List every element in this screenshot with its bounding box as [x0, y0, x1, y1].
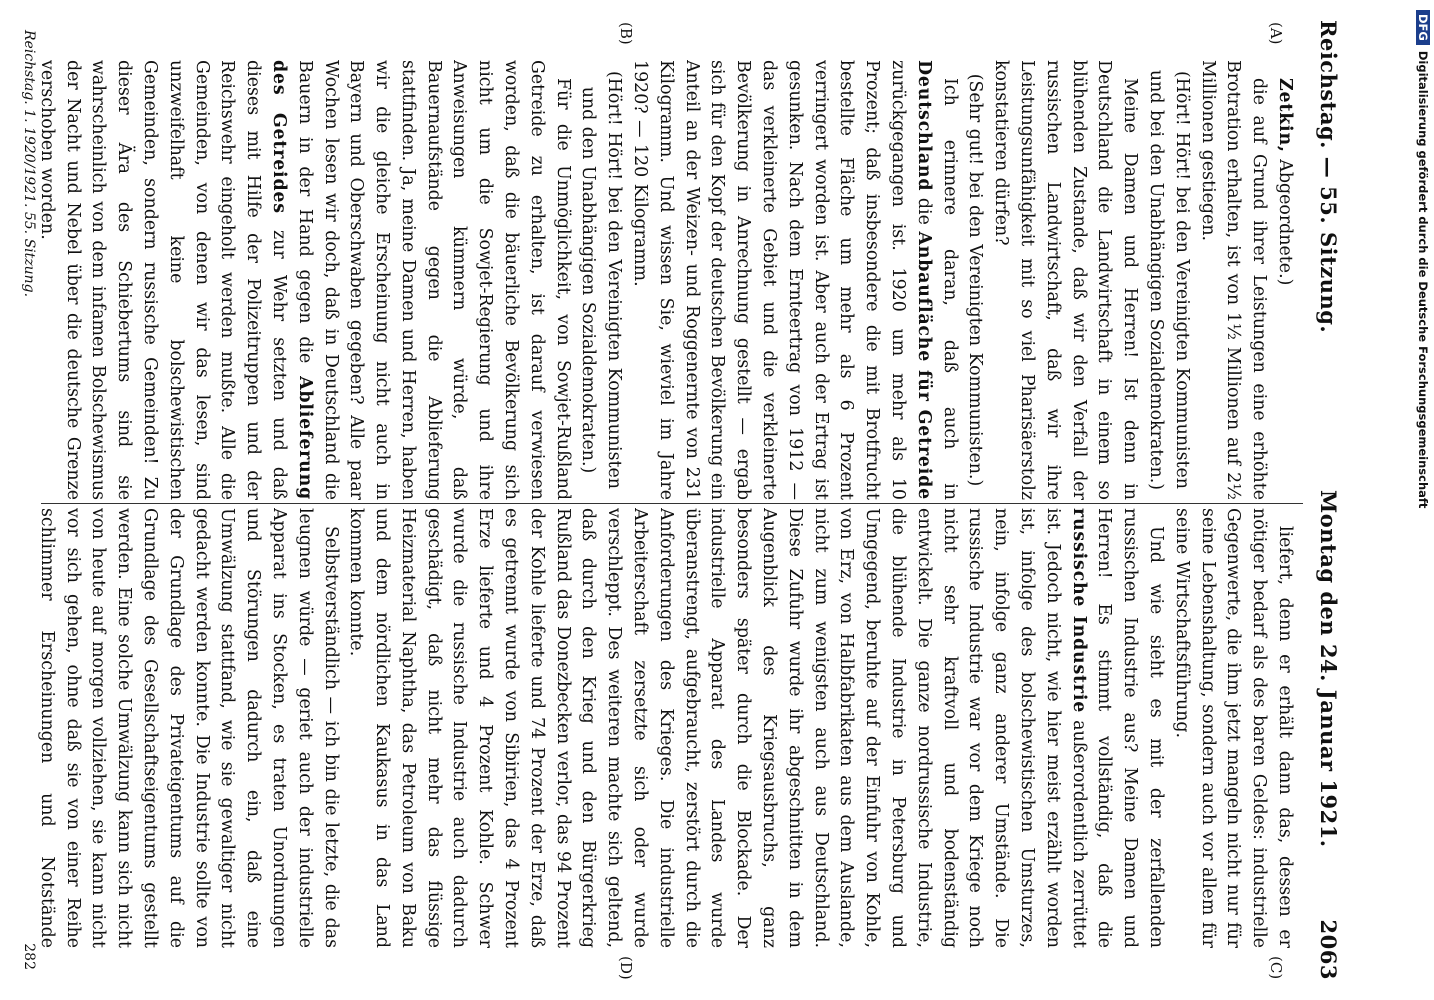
- right-text-column: [35, 508, 1297, 948]
- dfg-watermark: [1410, 4, 1430, 984]
- paragraph: Selbstverständlich — ich bin die letzte, die das leugnen würde — geriet auch der industrielle Apparat ins Stocken, es traten Unordnungen und Störungen dadurch ein, daß eine Umwälzung stattfand, wie sie gewaltiger nicht gedacht werden konnte. Die Industrie sollte von der Grundlage des Privateigentums auf die Grundlage des Gesellschaftseigentums gestellt werden. Eine solche Umwälzung kann sich nicht von heute auf morgen vollziehen, sie kann nicht vor sich gehen, ohne daß sie von einer Reihe schlimmer Erscheinungen und Notstände: [36, 508, 341, 948]
- paragraph: Ich erinnere daran, daß auch in Deutschland die Anbaufläche für Getreide zurückgegangen ist. 1920 um mehr als 10 Prozent; daß insbesondere die mit Brotfrucht bestellte Fläche um mehr als 6 Prozent verringert worden ist. Aber auch der Ertrag ist gesunken. Nach dem Ernteertrag von 1912 — das verkleinerte Gebiet und die verkleinerte Bevölkerung in Anrechnung gestellt — ergab sich für den Kopf der deutschen Bevölkerung ein Anteil an der Weizen- und Roggenernte von 231 Kilogramm. Und wissen Sie, wieviel im Jahre 1920? — 120 Kilogramm.: [630, 60, 960, 500]
- margin-marker-a: (A): [1267, 22, 1285, 45]
- margin-marker-c: (C): [1267, 956, 1285, 980]
- document-page: [15, 0, 1355, 1000]
- paragraph: liefert, denn er erhält dann das, dessen er nötiger bedarf als des baren Geldes: industrielle Gegenwerte, die ihm jetzt mangeln nicht nur für seine Lebenshaltung, sondern auch vor allem für seine Wirtschaftsführung.: [1171, 508, 1295, 948]
- paragraph: Und wie sieht es mit der zerfallenden russischen Industrie aus? Meine Damen und Herren! Es stimmt vollständig, daß die russische Industrie außerordentlich zerrüttet ist. Jedoch nicht, wie hier meist erzählt worden ist, infolge des bolschewistischen Umsturzes, nein, infolge ganz anderer Umstände. Die russische Industrie war vor dem Kriege noch nicht sehr kraftvoll und bodenständig entwickelt. Die ganze nordrussische Industrie, die blühende Industrie in Petersburg und Umgegend, beruhte auf der Einfuhr von Kohle, von Erz, von Halbfabrikaten aus dem Auslande, nicht zum wenigsten auch aus Deutschland. Diese Zufuhr wurde ihr abgeschnitten in dem Augenblick des Kriegsausbruchs, ganz besonders später durch die Blockade. Der industrielle Apparat des Landes wurde überanstrengt, aufgebraucht, zerstört durch die Anforderungen des Krieges. Die industrielle Arbeiterschaft zersetzte sich oder wurde verschleppt. Des weiteren machte sich geltend, daß durch den Krieg und den Bürgerkrieg Rußland das Donezbecken verlor, das 94 Prozent der Kohle lieferte und 74 Prozent der Erze, daß es getrennt wurde von Sibirien, das 4 Prozent Erze lieferte und 4 Prozent Kohle. Schwer wurde die russische Industrie auch dadurch geschädigt, daß nicht mehr das flüssige Heizmaterial Naphtha, das Petroleum von Baku und dem nördlichen Kaukasus in das Land kommen konnte.: [346, 508, 1167, 948]
- footer-reference: Reichstag. 1. 1920/1921. 55. Sitzung.: [21, 30, 37, 298]
- column-divider: [41, 503, 1303, 504]
- header-session-title: Reichstag. — 55. Sitzung.: [1316, 20, 1341, 334]
- header-date: Montag den 24. Januar 1921.: [1316, 490, 1341, 848]
- paragraph: Für die Unmöglichkeit, von Sowjet-Rußland Getreide zu erhalten, ist darauf verwiesen worden, daß die bäuerliche Bevölkerung sich nicht um die Sowjet-Regierung und ihre Anweisungen kümmern würde, daß Bauernaufstände gegen die Ablieferung stattfinden. Ja, meine Damen und Herren, haben wir die gleiche Erscheinung nicht auch in Bayern und Oberschwaben gegeben? Alle paar Wochen lesen wir doch, daß in Deutschland die Bauern in der Hand gegen die Ablieferung des Getreides zur Wehr setzten und daß dieses mit Hilfe der Polizeitruppen und der Reichswehr eingeholt werden mußte. Alle die Gemeinden, von denen wir das lesen, sind unzweifelhaft keine bolschewistischen Gemeinden, sondern russische Gemeinden! Zu dieser Ära des Schiebertums sind sie wahrscheinlich von dem infamen Bolschewismus der Nacht und Nebel über die deutsche Grenze verschoben worden.: [36, 60, 573, 500]
- page-header: [1307, 20, 1347, 980]
- interjection: (Sehr gut! bei den Vereinigten Kommunisten.): [965, 73, 986, 487]
- paragraph: Zetkin, Abgeordnete.): [1275, 78, 1295, 286]
- interjection: (Hört! Hört! bei den Vereinigten Kommunisten und den Unabhängigen Sozialdemokraten.): [578, 70, 625, 490]
- interjection: (Hört! Hört! bei den Vereinigten Kommunisten und bei den Unabhängigen Sozialdemokraten.): [1146, 69, 1192, 491]
- page-number: 2063: [1316, 919, 1341, 980]
- dfg-funding-note: Digitalisierung gefördert durch die Deutsche Forschungsgemeinschaft: [1416, 50, 1430, 509]
- left-text-column: [35, 60, 1297, 500]
- paragraph: die auf Grund ihrer Leistungen eine erhöhte Brotration erhalten, ist von 1½ Millionen auf 2½ Millionen gestiegen.: [1197, 60, 1270, 500]
- paragraph: Meine Damen und Herren! Ist denn in Deutschland die Landwirtschaft in einem so blühenden Zustande, daß wir den Verfall der russischen Landwirtschaft, daß wir ihre Leistungsunfähigkeit mit so viel Pharisäerstolz konstatieren dürfen?: [991, 60, 1141, 500]
- dfg-logo: DFG: [1416, 10, 1430, 45]
- footer-signature-number: 282: [21, 943, 37, 970]
- margin-marker-b: (B): [617, 22, 635, 45]
- margin-marker-d: (D): [617, 956, 635, 980]
